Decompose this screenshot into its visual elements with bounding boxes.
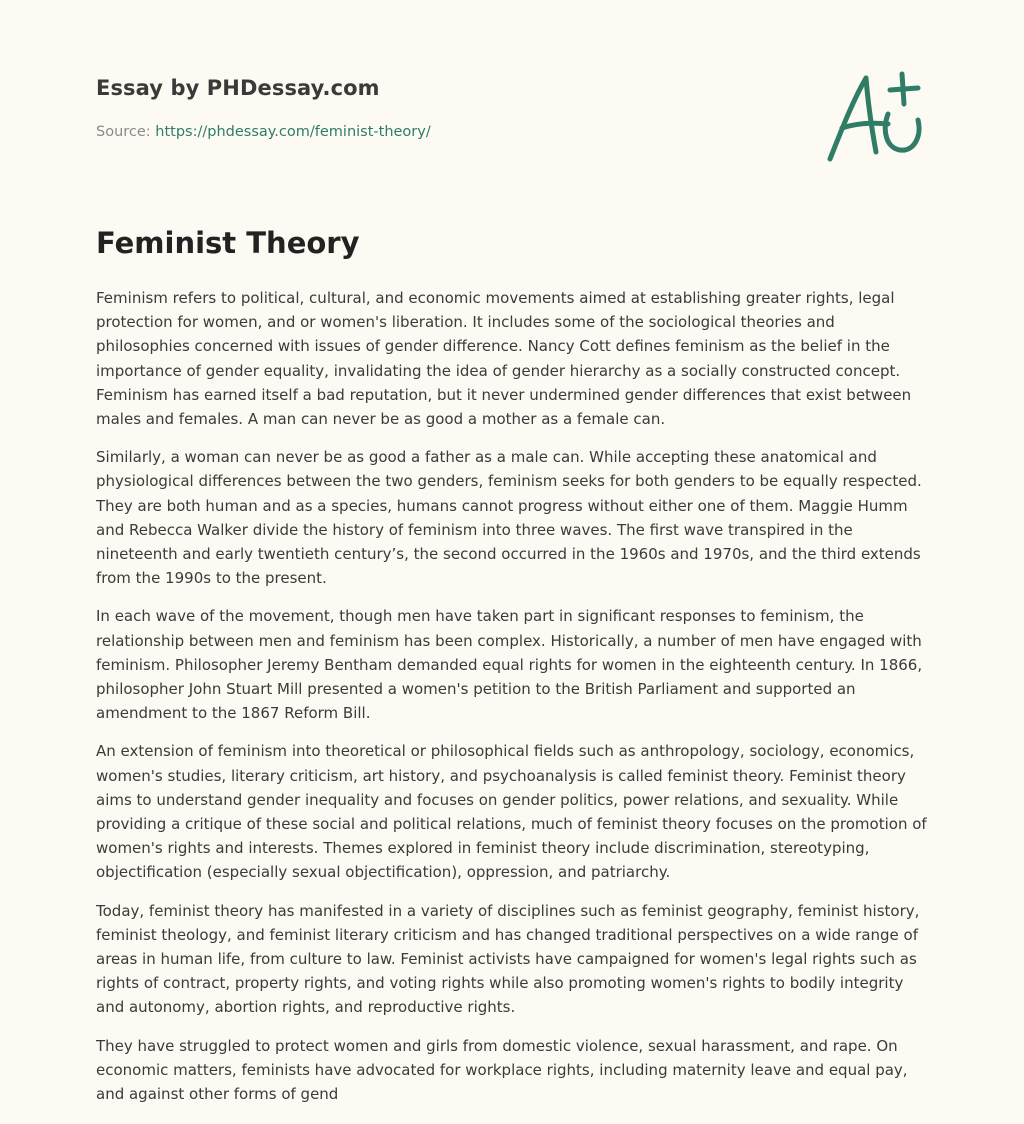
- paragraph-3: In each wave of the movement, though men have taken part in significant responses to feminism, the relationship between men and feminism has been complex. Historically, a number of men have engaged with feminism. Philosopher Jeremy Bentham demanded equal rights for women in the eighteenth century. In 1866, philosopher John Stuart Mill presented a women's petition to the British Parliament and supported an amendment to the 1867 Reform Bill.: [96, 607, 923, 723]
- source-line: [96, 124, 796, 140]
- essay-title: Feminist Theory: [96, 226, 360, 260]
- a-plus-logo-icon: [818, 64, 934, 168]
- essay-header: [96, 76, 796, 140]
- paragraph-6: They have struggled to protect women and girls from domestic violence, sexual harassment, and rape. On economic matters, feminists have advocated for workplace rights, including maternity leave and equal pay, and against other forms of gend: [96, 1036, 908, 1104]
- site-title: Essay by PHDessay.com: [96, 76, 380, 100]
- paragraph-1: Feminism refers to political, cultural, and economic movements aimed at establishing greater rights, legal protection for women, and or women's liberation. It includes some of the sociological theories and philosophies concerned with issues of gender difference. Nancy Cott defines feminism as the belief in the importance of gender equality, invalidating the idea of gender hierarchy as a socially constructed concept. Feminism has earned itself a bad reputation, but it never undermined gender differences that exist between males and females. A man can never be as good a mother as a female can.: [96, 289, 912, 429]
- essay-body: [96, 286, 932, 1120]
- source-label: Source:: [96, 124, 156, 140]
- a-plus-logo-svg: [818, 64, 934, 168]
- paragraph-4: An extension of feminism into theoretical or philosophical fields such as anthropology, sociology, economics, women's studies, literary criticism, art history, and psychoanalysis is called feminist theory. Feminist theory aims to understand gender inequality and focuses on gender politics, power relations, and sexuality. While providing a critique of these social and political relations, much of feminist theory focuses on the promotion of women's rights and interests. Themes explored in feminist theory include discrimination, stereotyping, objectification (especially sexual objectification), oppression, and patriarchy.: [96, 742, 927, 882]
- paragraph-5: Today, feminist theory has manifested in a variety of disciplines such as feminist geography, feminist history, feminist theology, and feminist literary criticism and has changed traditional perspectives on a wide range of areas in human life, from culture to law. Feminist activists have campaigned for women's legal rights such as rights of contract, property rights, and voting rights while also promoting women's rights to bodily integrity and autonomy, abortion rights, and reproductive rights.: [96, 901, 920, 1017]
- paragraph-2: Similarly, a woman can never be as good a father as a male can. While accepting these anatomical and physiological differences between the two genders, feminism seeks for both genders to be equally respected. They are both human and as a species, humans cannot progress without either one of them. Maggie Humm and Rebecca Walker divide the history of feminism into three waves. The first wave transpired in the nineteenth and early twentieth century’s, the second occurred in the 1960s and 1970s, and the third extends from the 1990s to the present.: [96, 448, 922, 588]
- source-link[interactable]: https://phdessay.com/feminist-theory/: [155, 124, 431, 140]
